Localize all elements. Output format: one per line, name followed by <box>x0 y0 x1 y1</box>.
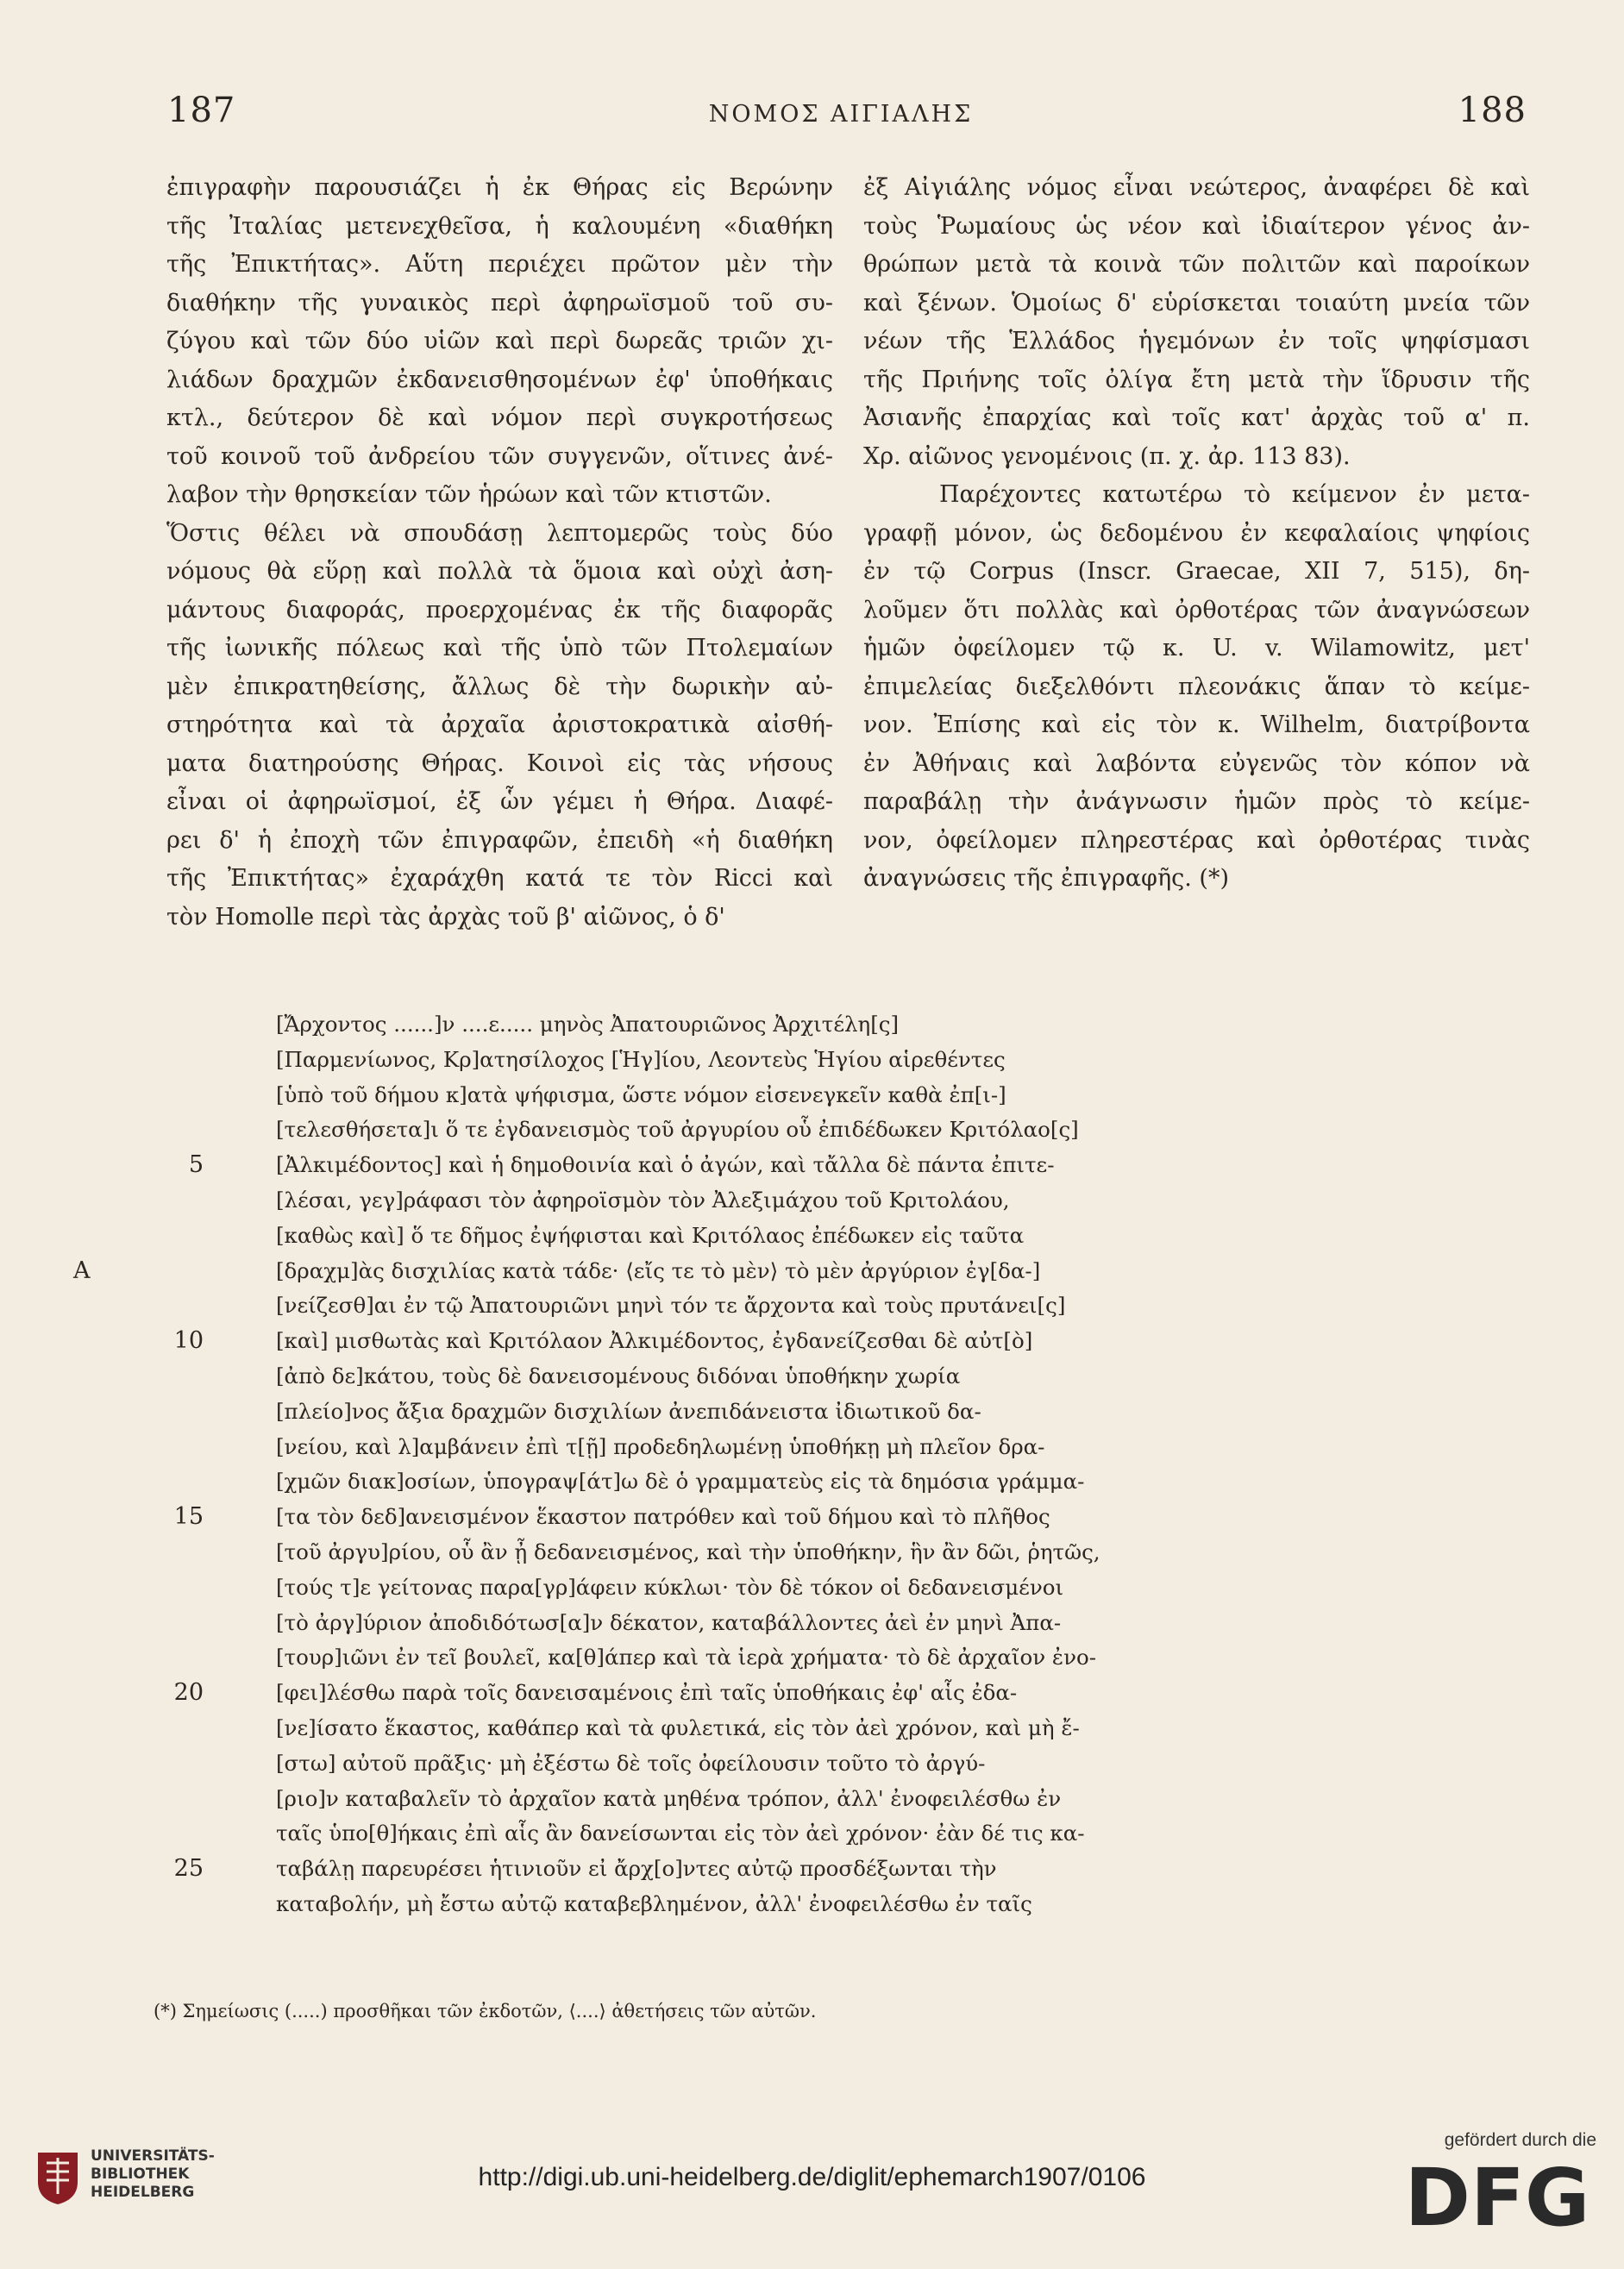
page-number-right: 188 <box>1458 91 1527 130</box>
inscription-text: ταβάλῃ παρευρέσει ἡτινιοῦν εἰ ἄρχ[ο]ντες αὐτῷ προσδέξωνται τὴν <box>276 1856 997 1882</box>
inscription-text: [Ἀλκιμέδοντος] καὶ ἡ δημοθοινία καὶ ὁ ἀγών, καὶ τἄλλα δὲ πάντα ἐπιτε- <box>276 1152 1055 1178</box>
inscription-line <box>216 1219 1311 1254</box>
inscription-block <box>73 1007 1311 1922</box>
inscription-line <box>188 1148 1311 1183</box>
inscription-text: [πλείο]νος ἄξια δραχμῶν δισχιλίων ἀνεπιδάνειστα ἰδιωτικοῦ δα- <box>276 1398 981 1424</box>
svg-text:DFG: DFG <box>1404 2158 1590 2234</box>
page-number-left: 187 <box>167 91 236 130</box>
text-line: γραφῇ μόνον, ὡς δεδομένου ἐν κεφαλαίοις ψηφίοις <box>863 519 1530 547</box>
inscription-text: [χμῶν διακ]οσίων, ὑπογραψ[άτ]ω δὲ ὁ γραμματεὺς εἰς τὰ δημόσια γράμμα- <box>276 1469 1085 1495</box>
line-number: 10 <box>173 1327 204 1355</box>
inscription-text: [λέσαι, γεγ]ράφασι τὸν ἀφηροϊσμὸν τὸν Ἀλεξιμάχου τοῦ Κριτολάου, <box>276 1187 1010 1213</box>
text-line: παραβάλῃ τὴν ἀνάγνωσιν ἡμῶν πρὸς τὸ κείμε- <box>863 788 1530 815</box>
text-line: ἀναγνώσεις τῆς ἐπιγραφῆς. (*) <box>863 865 1229 892</box>
text-line: θρώπων μετὰ τὰ κοινὰ τῶν πολιτῶν καὶ παροίκων <box>863 251 1530 278</box>
inscription-line <box>173 1324 1311 1359</box>
inscription-line <box>216 1782 1311 1817</box>
inscription-text: [ἀπὸ δε]κάτου, τοὺς δὲ δανεισομένους διδόναι ὑποθήκην χωρία <box>276 1363 961 1388</box>
text-line: τοῦ κοινοῦ τοῦ ἀνδρείου τῶν συγγενῶν, οἵτινες ἀνέ- <box>166 442 833 470</box>
text-line: Χρ. αἰῶνος γενομένοις (π. χ. ἀρ. 113 83). <box>863 442 1351 470</box>
inscription-text: [καθὼς καὶ] ὅ τε δῆμος ἐψήφισται καὶ Κριτόλαος ἐπέδωκεν εἰς ταῦτα <box>276 1222 1025 1248</box>
inscription-line <box>216 1606 1311 1641</box>
text-line: καὶ ξένων. Ὁμοίως δ' εὑρίσκεται τοιαύτη μνεία τῶν <box>863 289 1530 317</box>
text-line: ἐν τῷ Corpus (Inscr. Graecae, XII 7, 515), δη- <box>863 558 1530 585</box>
inscription-line <box>216 1816 1311 1852</box>
inscription-text: [νείου, καὶ λ]αμβάνειν ἐπὶ τ[ῇ] προδεδηλωμένῃ ὑποθήκῃ μὴ πλεῖον δρα- <box>276 1433 1045 1459</box>
inscription-line <box>216 1711 1311 1746</box>
inscription-text: [νε]ίσατο ἕκαστος, καθάπερ καὶ τὰ φυλετικά, εἰς τὸν ἀεὶ χρόνον, καὶ μὴ ἔ- <box>276 1714 1080 1740</box>
inscription-line <box>216 1640 1311 1676</box>
text-line: ἐπιγραφὴν παρουσιάζει ἡ ἐκ Θήρας εἰς Βερώνην <box>166 174 833 201</box>
text-line: τοὺς Ῥωμαίους ὡς νέον καὶ ἰδιαίτερον γένος ἀν- <box>863 212 1530 240</box>
text-line: τῆς ἰωνικῆς πόλεως καὶ τῆς ὑπὸ τῶν Πτολεμαίων <box>166 635 833 661</box>
text-line: λιάδων δραχμῶν ἐκδανεισθησομένων ἐφ' ὑποθήκαις <box>166 366 833 393</box>
inscription-line <box>216 1570 1311 1606</box>
inscription-text: [τελεσθήσετα]ι ὅ τε ἐγδανεισμὸς τοῦ ἀργυρίου οὗ ἐπιδέδωκεν Κριτόλαο[ς] <box>276 1117 1079 1143</box>
text-line: ἐν Ἀθήναις καὶ λαβόντα εὐγενῶς τὸν κόπον νὰ <box>863 749 1530 777</box>
text-line: ἐξ Αἰγιάλης νόμος εἶναι νεώτερος, ἀναφέρει δὲ καὶ <box>863 174 1530 201</box>
inscription-line <box>173 1676 1311 1711</box>
text-line: Ἀσιανῆς ἐπαρχίας καὶ τοῖς κατ' ἀρχὰς τοῦ α' π. <box>863 404 1530 431</box>
inscription-text: [καὶ] μισθωτὰς καὶ Κριτόλαον Ἀλκιμέδοντος, ἐγδανείζεσθαι δὲ αὐτ[ὸ] <box>276 1328 1033 1354</box>
text-line: νον, ὀφείλομεν πληρεστέρας καὶ ὀρθοτέρας τινὰς <box>863 826 1530 854</box>
page-header <box>155 91 1527 142</box>
text-line: ζύγου καὶ τῶν δύο υἱῶν καὶ περὶ δωρεᾶς τριῶν χι- <box>166 328 833 354</box>
inscription-line <box>216 1288 1311 1324</box>
source-url-link[interactable]: http://digi.ub.uni-heidelberg.de/diglit/ephemarch1907/0106 <box>478 2163 1146 2191</box>
inscription-text: [Ἄρχοντος ......]ν ....ε..... μηνὸς Ἀπατουριῶνος Ἀρχιτέλη[ς] <box>276 1012 900 1037</box>
inscription-line <box>216 1359 1311 1395</box>
text-line: τῆς Ἰταλίας μετενεχθεῖσα, ἡ καλουμένη «διαθήκη <box>166 212 833 240</box>
text-line: ματα διατηρούσης Θήρας. Κοινοὶ εἰς τὰς νήσους <box>166 749 833 777</box>
inscription-text: [φει]λέσθω παρὰ τοῖς δανεισαμένοις ἐπὶ ταῖς ὑποθήκαις ἐφ' αἷς ἐδα- <box>276 1680 1018 1706</box>
text-line: λοῦμεν ὅτι πολλὰς καὶ ὀρθοτέρας τῶν ἀναγνώσεων <box>863 596 1530 624</box>
inscription-line <box>216 1113 1311 1148</box>
text-line: μὲν ἐπικρατηθείσης, ἄλλως δὲ τὴν δωρικὴν αὐ- <box>166 673 833 700</box>
text-line: νέων τῆς Ἑλλάδος ἡγεμόνων ἐν τοῖς ψηφίσμασι <box>863 328 1530 354</box>
inscription-text: καταβολήν, μὴ ἔστω αὐτῷ καταβεβλημένον, ἀλλ' ἐνοφειλέσθω ἐν ταῖς <box>276 1890 1032 1916</box>
text-line: εἶναι οἱ ἀφηρωϊσμοί, ἐξ ὧν γέμει ἡ Θήρα. Διαφέ- <box>166 788 833 815</box>
inscription-line <box>73 1254 1311 1289</box>
inscription-line <box>216 1183 1311 1219</box>
side-label: A <box>73 1257 91 1284</box>
inscription-line <box>216 1007 1311 1043</box>
running-title: ΝΟΜΟΣ ΑΙΓΙΑΛΗΣ <box>708 101 974 128</box>
line-number: 15 <box>173 1503 204 1531</box>
inscription-line <box>216 1430 1311 1465</box>
line-number: 25 <box>173 1855 204 1883</box>
footnote: (*) Σημείωσις (.....) προσθῆκαι τῶν ἐκδοτῶν, ⟨....⟩ ἀθετήσεις τῶν αὐτῶν. <box>154 2001 817 2021</box>
library-name: UNIVERSITÄTS- BIBLIOTHEK HEIDELBERG <box>91 2147 215 2201</box>
inscription-text: [νείζεσθ]αι ἐν τῷ Ἀπατουριῶνι μηνὶ τόν τε ἄρχοντα καὶ τοὺς πρυτάνει[ς] <box>276 1293 1066 1319</box>
inscription-text: [τὸ ἀργ]ύριον ἀποδιδότωσ[α]ν δέκατον, καταβάλλοντες ἀεὶ ἐν μηνὶ Ἀπα- <box>276 1609 1062 1635</box>
text-line: νόμους θὰ εὕρῃ καὶ πολλὰ τὰ ὅμοια καὶ οὐχὶ ἀση- <box>166 558 833 585</box>
text-line: τῆς Ἐπικτήτας» ἐχαράχθη κατά τε τὸν Ricci καὶ <box>166 865 833 892</box>
inscription-text: ταῖς ὑπο[θ]ήκαις ἐπὶ αἷς ἂν δανείσωνται εἰς τὸν ἀεὶ χρόνον· ἐὰν δέ τις κα- <box>276 1821 1085 1846</box>
text-line: διαθήκην τῆς γυναικὸς περὶ ἀφηρωϊσμοῦ τοῦ συ- <box>166 289 833 317</box>
inscription-text: [Παρμενίωνος, Κρ]ατησίλοχος [Ἡγ]ίου, Λεοντεὺς Ἡγίου αἱρεθέντες <box>276 1046 1006 1072</box>
text-line: τῆς Ἐπικτήτας». Αὕτη περιέχει πρῶτον μὲν τὴν <box>166 251 833 278</box>
dfg-logo-icon <box>1398 2158 1596 2234</box>
text-line: ἐπιμελείας διεξελθόντι πλεονάκις ἅπαν τὸ κείμε- <box>863 673 1530 700</box>
inscription-line <box>216 1746 1311 1782</box>
inscription-line <box>216 1464 1311 1500</box>
text-line: νον. Ἐπίσης καὶ εἰς τὸν κ. Wilhelm, διατρίβοντα <box>863 711 1530 738</box>
inscription-text: [στω] αὐτοῦ πρᾶξις· μὴ ἐξέστω δὲ τοῖς ὀφείλουσιν τοῦτο τὸ ἀργύ- <box>276 1750 986 1776</box>
inscription-line <box>173 1500 1311 1535</box>
inscription-text: [δραχμ]ὰς δισχιλίας κατὰ τάδε· ⟨εἴς τε τὸ μὲν⟩ τὸ μὲν ἀργύριον ἐγ[δα-] <box>276 1257 1041 1283</box>
inscription-text: [ὑπὸ τοῦ δήμου κ]ατὰ ψήφισμα, ὥστε νόμον εἰσενεγκεῖν καθὰ ἐπ[ι-] <box>276 1081 1006 1107</box>
footer-bar <box>0 2104 1624 2269</box>
text-line: τὸν Homolle περὶ τὰς ἀρχὰς τοῦ β' αἰῶνος, ὁ δ' <box>166 903 725 931</box>
text-line: ἡμῶν ὀφείλομεν τῷ κ. U. v. Wilamowitz, μετ' <box>863 635 1530 661</box>
text-line: ρει δ' ἡ ἐποχὴ τῶν ἐπιγραφῶν, ἐπειδὴ «ἡ διαθήκη <box>166 826 833 854</box>
inscription-text: [τοῦ ἀργυ]ρίου, οὗ ἂν ᾖ δεδανεισμένος, καὶ τὴν ὑποθήκην, ἣν ἂν δῶι, ῥητῶς, <box>276 1539 1100 1564</box>
text-line: Παρέχοντες κατωτέρω τὸ κείμενον ἐν μετα- <box>939 481 1530 508</box>
text-line: λαβον τὴν θρησκείαν τῶν ἡρώων καὶ τῶν κτιστῶν. <box>166 481 772 508</box>
inscription-line <box>216 1395 1311 1430</box>
text-line: τῆς Πριήνης τοῖς ὀλίγα ἔτη μετὰ τὴν ἵδρυσιν τῆς <box>863 366 1530 393</box>
text-line: μάντους διαφοράς, προερχομένας ἐκ τῆς διαφορᾶς <box>166 596 833 624</box>
inscription-text: [ριο]ν καταβαλεῖν τὸ ἀρχαῖον κατὰ μηθένα τρόπον, ἀλλ' ἐνοφειλέσθω ἐν <box>276 1785 1062 1811</box>
inscription-line <box>216 1535 1311 1570</box>
inscription-text: [τα τὸν δεδ]ανεισμένον ἕκαστον πατρόθεν καὶ τοῦ δήμου καὶ τὸ πλῆθος <box>276 1504 1050 1530</box>
text-line: στηρότητα καὶ τὰ ἀρχαῖα ἀριστοκρατικὰ αἰσθή- <box>166 711 833 738</box>
inscription-text: [τουρ]ιῶνι ἐν τεῖ βουλεῖ, κα[θ]άπερ καὶ τὰ ἱερὰ χρήματα· τὸ δὲ ἀρχαῖον ἐνο- <box>276 1645 1096 1670</box>
inscription-text: [τούς τ]ε γείτονας παρα[γρ]άφειν κύκλωι· τὸν δὲ τόκον οἱ δεδανεισμένοι <box>276 1574 1064 1600</box>
line-number: 20 <box>173 1679 204 1707</box>
funding-caption: gefördert durch die <box>1444 2130 1596 2150</box>
line-number: 5 <box>188 1151 204 1179</box>
inscription-line <box>216 1043 1311 1078</box>
inscription-line <box>216 1887 1311 1922</box>
inscription-line <box>216 1078 1311 1113</box>
left-column <box>166 169 833 937</box>
text-line: κτλ., δεύτερον δὲ καὶ νόμον περὶ συγκροτήσεως <box>166 404 833 431</box>
text-line: Ὅστις θέλει νὰ σπουδάσῃ λεπτομερῶς τοὺς δύο <box>166 519 833 547</box>
right-column <box>863 169 1530 899</box>
inscription-line <box>173 1852 1311 1887</box>
